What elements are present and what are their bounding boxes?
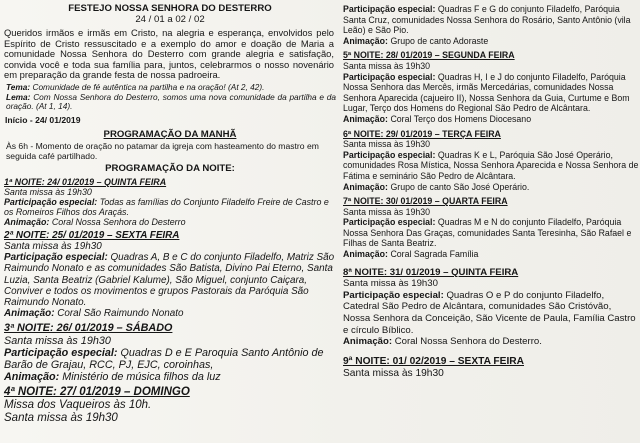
night-mass: Santa missa às 19h30: [4, 334, 111, 347]
night-participacao: Participação especial: Quadras A, B e C do conjunto Filadelfo, Matriz São Raimundo Nonato e as comunidades São Batista, Divino Pai Eterno, Santa Luzia, Santa Beatriz (Gabriel Kalume), São Miguel, conjunto Caiçara, Conviver e todos os movimentos e grupos Pastorais da Paróquia São Raimundo Nonato.: [4, 252, 335, 308]
night-header: 9ª NOITE: 01/ 02/2019 – SEXTA FEIRA: [343, 355, 524, 367]
animacao-label: Animação:: [4, 371, 60, 384]
tema-label: Tema:: [6, 81, 31, 92]
night-participacao: Participação especial: Quadras M e N do conjunto Filadelfo, Paróquia Nossa Senhora Das Graças, comunidades Santa Teresinha, São Rafael e Filhas de Santa Beatriz.: [343, 217, 632, 249]
night-mass: Santa missa às 19h30: [4, 411, 118, 424]
intro-paragraph: Queridos irmãos e irmãs em Cristo, na alegria e esperança, envolvidos pelo Espírito de Cristo ressuscitado e a exemplo do amor e doação de Maria a comunidade Nossa Senhora do Desterro com grande alegria e satisfação, convida você e toda sua família para, juntos, celebrarmos o nosso novenário em preparação da grande festa de nossa padroeira.: [4, 27, 334, 81]
night-mass: Santa missa às 19h30: [343, 278, 438, 290]
night-animacao: Animação: Coral São Raimundo Nonato: [4, 308, 184, 320]
night-animacao: Animação: Grupo de canto Adoraste: [343, 35, 489, 46]
participacao-label: Participação especial:: [4, 346, 118, 359]
night-4: [4, 386, 336, 424]
night-5: [343, 50, 639, 124]
night-8: [343, 267, 639, 348]
participacao-label: Participação especial:: [343, 217, 436, 228]
night-header: 2ª NOITE: 25/ 01/2019 – SEXTA FEIRA: [4, 229, 180, 241]
animacao-label: Animação:: [343, 249, 388, 260]
date-range: 24 / 01 a 02 / 02: [135, 14, 205, 25]
lema-label: Lema:: [6, 91, 31, 102]
night-mass: Santa missa às 19h30: [343, 206, 431, 217]
night-header: 4ª NOITE: 27/ 01/2019 – DOMINGO: [4, 386, 190, 399]
night-participacao: Participação especial: Todas as famílias do Conjunto Filadelfo Freire de Castro e os Romeiros Filhos dos Araçás.: [4, 196, 329, 217]
right-column: [343, 0, 639, 381]
night-participacao: Participação especial: Quadras D e E Paroquia Santo Antônio de Barão de Grajau, RCC, PJ, EJC, coroinhas,: [4, 346, 324, 371]
night-participacao: Participação especial: Quadras K e L, Paróquia São José Operário, comunidades Rosa Mística, Nossa Senhora Aparecida e Nossa Senhora de Fátima e seminário São Pedro de Alcântara.: [343, 149, 639, 181]
noite-header: PROGRAMAÇÃO DA NOITE:: [105, 162, 235, 174]
participacao-label: Participação especial:: [343, 289, 444, 301]
night-animacao: Animação: Coral Sagrada Família: [343, 249, 479, 260]
manha-text: Às 6h - Momento de oração no patamar da igreja com hasteamento do mastro em seguida café partilhado.: [6, 140, 319, 161]
night-animacao: Animação: Coral Nossa Senhora do Desterro: [4, 216, 186, 227]
manha-header: PROGRAMAÇÃO DA MANHÃ: [103, 128, 237, 140]
lema-line: [4, 93, 336, 112]
night-header: 7ª NOITE: 30/ 01/2019 – QUARTA FEIRA: [343, 196, 508, 207]
animacao-label: Animação:: [4, 216, 50, 227]
night-mass: Santa missa às 19h30: [343, 368, 444, 380]
night-4-continued: [343, 0, 639, 46]
participacao-label: Participação especial:: [343, 4, 436, 14]
night-mass: Santa missa às 19h30: [4, 186, 92, 197]
night-participacao: Participação especial: Quadras H, I e J do conjunto Filadelfo, Paróquia Nossa Senhora das Mercês, irmãs Mercedárias, comunidades Nossa Senhora Aparecida (cajueiro II), Nossa Senhora da Guia, Curtume e Bom Lugar, Terço dos Homens do Regional São Pedro de Alcântara.: [343, 71, 630, 114]
night-9: [343, 356, 639, 381]
night-participacao: Participação especial: Quadras F e G do conjunto Filadelfo, Paróquia Santa Cruz, comunidades Nossa Senhora do Rosário, Santo Antônio (vila Leão) e São Pio.: [343, 4, 631, 36]
inicio-line: Início - 24/ 01/2019: [5, 114, 81, 125]
night-header: 8ª NOITE: 31/ 01/2019 – QUINTA FEIRA: [343, 266, 519, 278]
animacao-label: Animação:: [343, 35, 388, 46]
participacao-label: Participação especial:: [4, 252, 108, 264]
document-title: FESTEJO NOSSA SENHORA DO DESTERRO: [68, 3, 272, 14]
night-animacao: Animação: Grupo de canto São José Operário.: [343, 181, 530, 192]
participacao-label: Participação especial:: [343, 71, 436, 82]
night-mass: Santa missa às 19h30: [343, 60, 431, 71]
animacao-label: Animação:: [343, 336, 393, 348]
night-2: [4, 230, 336, 320]
animacao-label: Animação:: [343, 113, 388, 124]
night-header: 5ª NOITE: 28/ 01/2019 – SEGUNDA FEIRA: [343, 50, 515, 61]
night-7: [343, 196, 639, 260]
night-6: [343, 129, 639, 193]
night-3: [4, 322, 336, 383]
night-animacao: Animação: Coral Terço dos Homens Diocesano: [343, 113, 532, 124]
night-mass: Santa missa às 19h30: [4, 240, 102, 252]
participacao-label: Participação especial:: [343, 149, 436, 160]
night-header: 1ª NOITE: 24/ 01/2019 – QUINTA FEIRA: [4, 176, 167, 187]
night-1: [4, 177, 336, 227]
animacao-label: Animação:: [343, 181, 388, 192]
animacao-label: Animação:: [4, 308, 55, 320]
night-animacao: Animação: Coral Nossa Senhora do Desterro.: [343, 336, 542, 348]
night-animacao: Animação: Ministério de música filhos da luz: [4, 371, 221, 384]
night-mass: Santa missa às 19h30: [343, 139, 431, 150]
tema-text: Comunidade de fé autêntica na partilha e na oração! (At 2, 42).: [32, 81, 265, 92]
night-header: 6ª NOITE: 29/ 01/2019 – TERÇA FEIRA: [343, 128, 501, 139]
left-column: [4, 0, 336, 425]
night-line: Missa dos Vaqueiros às 10h.: [4, 399, 152, 412]
lema-text: Com Nossa Senhora do Desterro, somos uma nova comunidade da partilha e da oração. (At 1, 14).: [6, 91, 336, 112]
participacao-label: Participação especial:: [4, 196, 98, 207]
night-participacao: Participação especial: Quadras O e P do conjunto Filadelfo, Catedral São Pedro de Alcântara, comunidades São Cristóvão, Nossa Senhora da Conceição, São Vicente de Paula, Família Castro e círculo Bíblico.: [343, 289, 636, 336]
night-header: 3ª NOITE: 26/ 01/2019 – SÁBADO: [4, 322, 173, 335]
